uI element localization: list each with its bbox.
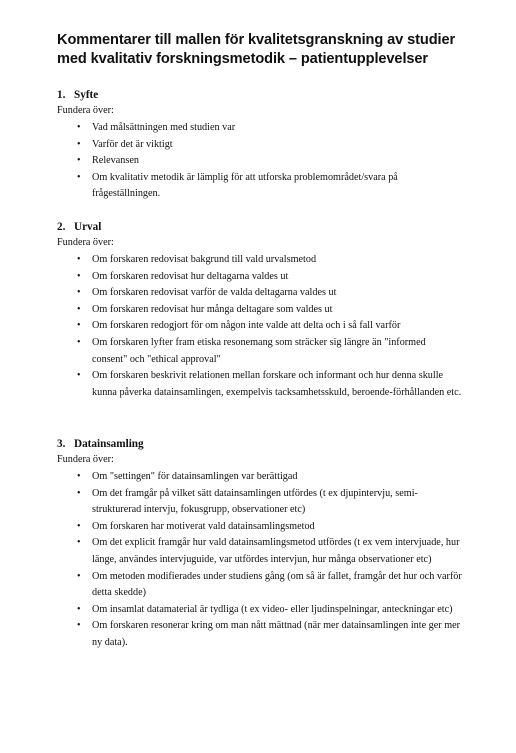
list-item: [57, 153, 462, 170]
bullet-icon: •: [77, 287, 81, 299]
list-item: [57, 252, 462, 269]
bullet-icon: •: [77, 336, 81, 348]
list-item-text: Om det framgår på vilket sätt datainsamlingen utfördes (t ex djupintervju, semi-strukturerad intervju, fokusgrupp, observationer etc): [92, 487, 418, 516]
list-item-text: Om kvalitativ metodik är lämplig för att utforska problemområdet/svara på frågeställningen.: [92, 171, 398, 200]
bullet-icon: •: [77, 155, 81, 167]
document-title: Kommentarer till mallen för kvalitetsgranskning av studier med kvalitativ forskningsmetodik – patientupplevelser: [57, 32, 456, 67]
list-item: [57, 269, 462, 286]
section-title: Syfte: [74, 89, 99, 101]
list-item: [57, 535, 462, 568]
list-item-text: Om insamlat datamaterial är tydliga (t ex video- eller ljudinspelningar, anteckningar etc): [92, 603, 453, 615]
list-item-text: Om forskaren redovisat varför de valda deltagarna valdes ut: [92, 287, 337, 299]
list-item-text: Om forskaren redovisat hur många deltagare som valdes ut: [92, 303, 333, 315]
section-title: Datainsamling: [74, 438, 144, 450]
bullet-list: [57, 120, 497, 203]
list-item: [57, 618, 462, 651]
list-item: [57, 569, 462, 602]
list-item-text: Vad målsättningen med studien var: [92, 122, 236, 133]
bullet-icon: •: [77, 620, 81, 632]
list-item: [57, 368, 462, 401]
bullet-icon: •: [77, 487, 81, 499]
section-datainsamling: [57, 437, 497, 652]
list-item: [57, 137, 462, 154]
list-item-text: Om det explicit framgår hur vald datainsamlingsmetod utfördes (t ex vem intervjuade, hur länge, användes intervjuguide, var utfördes intervjun, hur många observationer etc): [92, 537, 460, 565]
section-intro: Fundera över:: [57, 105, 114, 116]
bullet-icon: •: [77, 303, 81, 315]
bullet-icon: •: [77, 320, 81, 332]
section-heading: [57, 437, 497, 451]
bullet-list: [57, 252, 497, 401]
list-item-text: Om forskaren redovisat bakgrund till vald urvalsmetod: [92, 254, 317, 265]
section-urval: [57, 220, 497, 401]
list-item: [57, 519, 462, 536]
list-item: [57, 302, 462, 319]
list-item-text: Om metoden modifierades under studiens gång (om så är fallet, framgår det hur och varför detta skedde): [92, 570, 462, 599]
list-item: [57, 120, 462, 137]
bullet-icon: •: [77, 370, 81, 382]
bullet-icon: •: [77, 270, 81, 282]
bullet-icon: •: [77, 570, 81, 582]
section-number: 1.: [57, 89, 66, 101]
section-number: 3.: [57, 438, 66, 450]
list-item: [57, 602, 462, 619]
list-item: [57, 335, 462, 368]
bullet-icon: •: [77, 254, 81, 265]
bullet-icon: •: [77, 171, 81, 183]
list-item: [57, 170, 462, 203]
section-number: 2.: [57, 221, 66, 233]
list-item-text: Om forskaren resonerar kring om man nått mättnad (när mer datainsamlingen inte ger mer ny data).: [92, 620, 461, 648]
bullet-icon: •: [77, 520, 81, 532]
section-heading: [57, 88, 497, 102]
list-item-text: Om "settingen" för datainsamlingen var berättigad: [92, 471, 298, 482]
bullet-list: [57, 469, 497, 652]
list-item: [57, 469, 462, 486]
list-item: [57, 486, 462, 519]
section-intro: Fundera över:: [57, 454, 114, 465]
bullet-icon: •: [77, 138, 81, 150]
section-title: Urval: [74, 221, 102, 233]
list-item: [57, 318, 462, 335]
list-item-text: Om forskaren beskrivit relationen mellan forskare och informant och hur denna skulle kunna påverka datainsamlingen, exempelvis tacksamhetsskuld, beroende-förhållanden etc.: [92, 370, 462, 398]
list-item: [57, 285, 462, 302]
bullet-icon: •: [77, 471, 81, 482]
list-item-text: Om forskaren har motiverat vald datainsamlingsmetod: [92, 520, 315, 532]
bullet-icon: •: [77, 537, 81, 549]
list-item-text: Relevansen: [92, 155, 139, 167]
list-item-text: Om forskaren redogjort för om någon inte valde att delta och i så fall varför: [92, 320, 401, 332]
list-item-text: Om forskaren redovisat hur deltagarna valdes ut: [92, 270, 289, 282]
list-item-text: Varför det är viktigt: [92, 138, 173, 150]
section-intro: Fundera över:: [57, 237, 114, 248]
bullet-icon: •: [77, 122, 81, 133]
bullet-icon: •: [77, 603, 81, 615]
list-item-text: Om forskaren lyfter fram etiska resonemang som sträcker sig längre än "informed consent" och "ethical approval": [92, 336, 426, 365]
section-syfte: [57, 88, 497, 203]
section-heading: [57, 220, 497, 234]
